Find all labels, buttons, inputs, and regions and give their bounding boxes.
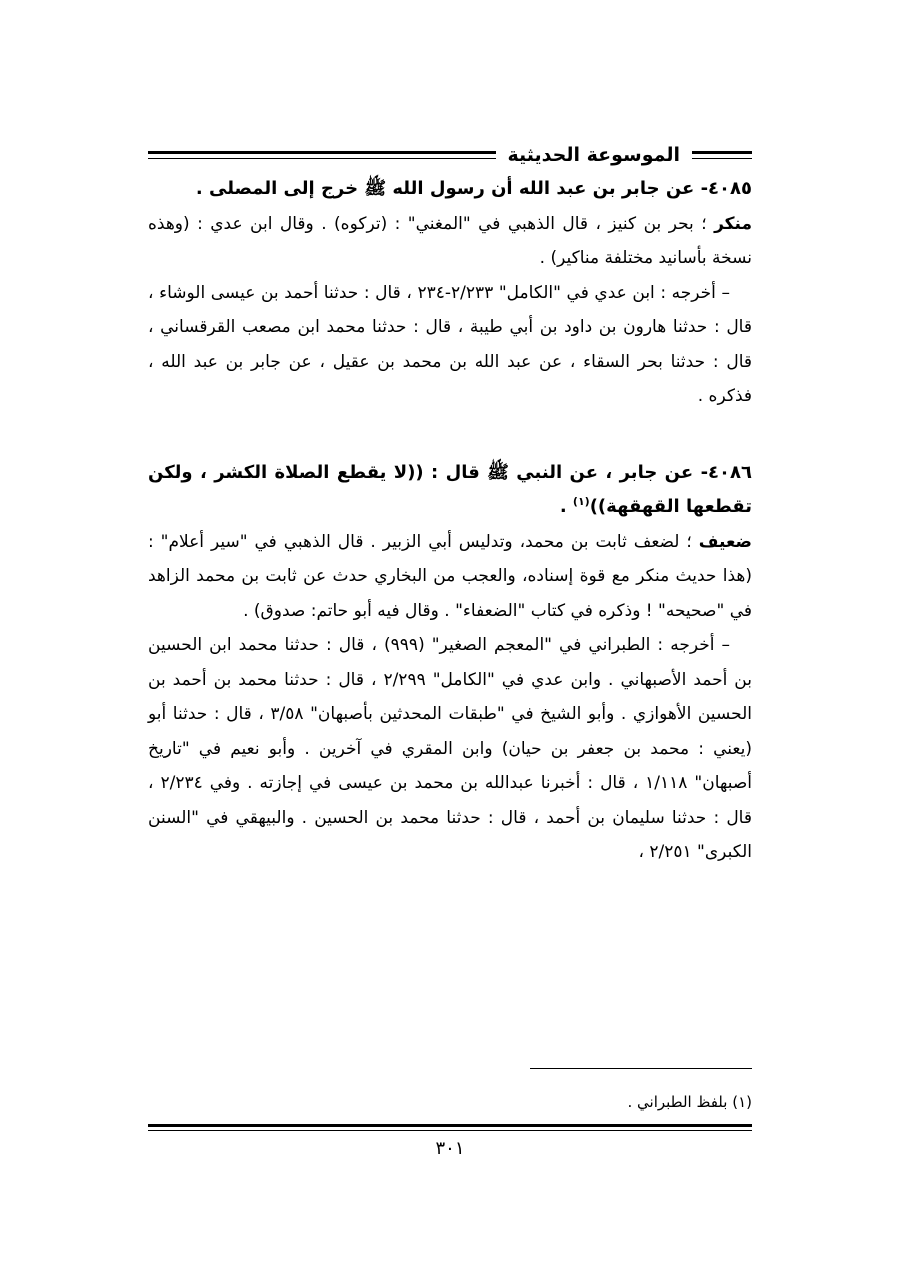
running-header [148,140,752,170]
hadith-4085-verdict-label: منكر [714,213,752,234]
hadith-4085-takhrij: – أخرجه : ابن عدي في "الكامل" ٢/٢٣٣-٢٣٤ ، قال : حدثنا أحمد بن عيسى الوشاء ، قال : حدثنا هارون بن داود بن أبي طيبة ، قال : حدثنا محمد ابن مصعب القرقساني ، قال : حدثنا بحر السقاء ، عن عبد الله بن محمد بن عقيل ، عن جابر بن عبد الله ، فذكره . [148,282,752,406]
header-title: الموسوعة الحديثية [507,144,680,166]
footnote: (١) بلفظ الطبراني . [627,1093,752,1111]
footer-rule [148,1124,752,1131]
section-gap [148,414,752,456]
hadith-4086-title [148,456,752,525]
hadith-4086-verdict-text: ؛ لضعف ثابت بن محمد، وتدليس أبي الزبير . قال الذهبي في "سير أعلام" : (هذا حديث منكر مع قوة إسناده، والعجب من البخاري حدث عن ثابت بن محمد الزاهد في "صحيحه" ! وذكره في كتاب "الضعفاء" . وقال فيه أبو حاتم: صدوق) . [148,531,752,621]
hadith-4086-verdict [148,525,752,629]
hadith-4086-takhrij: – أخرجه : الطبراني في "المعجم الصغير" (٩٩٩) ، قال : حدثنا محمد ابن الحسين بن أحمد الأصبهاني . وابن عدي في "الكامل" ٢/٢٩٩ ، قال : حدثنا محمد بن أحمد بن الحسين الأهوازي . وأبو الشيخ في "طبقات المحدثين بأصبهان" ٣/٥٨ ، قال : حدثنا أبو (يعني : محمد بن جعفر بن حيان) وابن المقري في آخرين . وأبو نعيم في "تاريخ أصبهان" ١/١١٨ ، قال : أخبرنا عبدالله بن محمد بن عيسى في إجازته . وفي ٢/٢٣٤ ، قال : حدثنا سليمان بن أحمد ، قال : حدثنا محمد بن الحسين . والبيهقي في "السنن الكبرى" ٢/٢٥١ ، [148,635,753,862]
footer-rule-thick [148,1124,752,1127]
footer-rule-thin [148,1130,752,1131]
hadith-4086-verdict-label: ضعيف [698,531,752,552]
hadith-4086-title-text: ٤٠٨٦- عن جابر ، عن النبي ﷺ قال : ((لا يقطع الصلاة الكشر ، ولكن تقطعها القهقهة)) [148,461,752,517]
page-number: ٣٠١ [435,1138,465,1159]
hadith-4085-verdict [148,207,752,276]
hadith-4085-verdict-text: ؛ بحر بن كنيز ، قال الذهبي في "المغني" : (تركوه) . وقال ابن عدي : (وهذه نسخة بأسانيد مختلفة مناكير) . [148,213,752,268]
hadith-4085-title: ٤٠٨٥- عن جابر بن عبد الله أن رسول الله ﷺ خرج إلى المصلى . [195,178,752,199]
footnote-separator [530,1068,752,1069]
footnote-marker[interactable]: (١) [572,495,590,508]
page-content [148,172,752,870]
header-rule-left [148,151,496,159]
header-rule-right [692,151,752,159]
hadith-4086-title-end: . [559,496,573,517]
